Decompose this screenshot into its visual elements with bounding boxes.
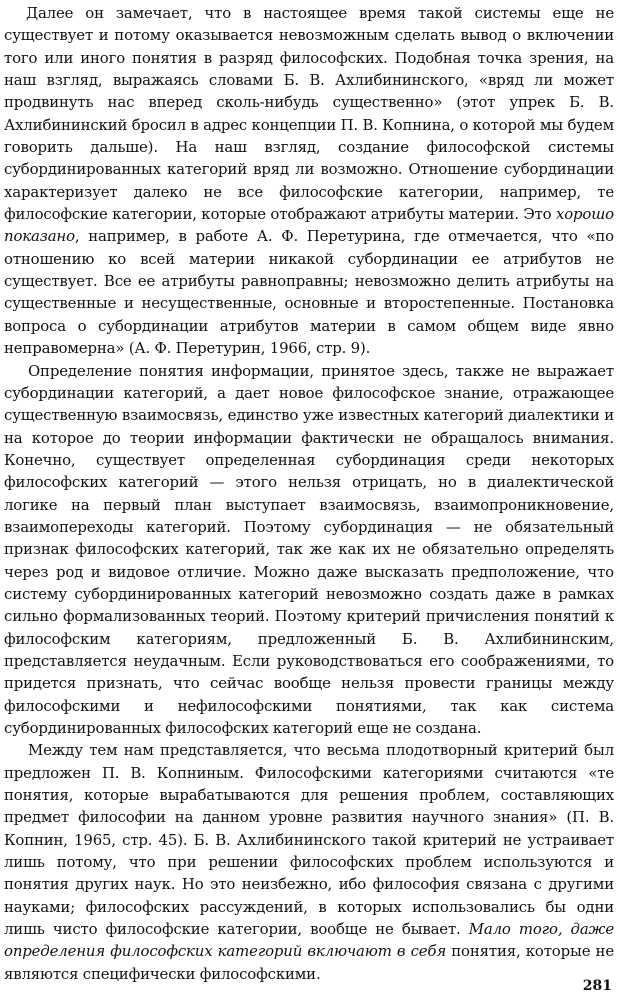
paragraph-3 <box>4 739 614 985</box>
paragraph-2-text: Определение понятия информации, принятое здесь, также не выражает субординации категорий, а дает новое философское знание, отражающее существенную взаимосвязь, единство уже известных категорий диалектики и на которое до теории информации фактически не обращалось внимания. Конечно, существует определенная субординация среди некоторых философских категорий — этого нельзя отрицать, но в диалектической логике на первый план выступает взаимосвязь, взаимопроникновение, взаимопереходы категорий. Поэтому субординация — не обязательный признак философских категорий, так же как их не обязательно определять через род и видовое отличие. Можно даже высказать предположение, что систему субординированных категорий невозможно создать даже в рамках сильно формализованных теорий. Поэтому критерий причисления понятий к философским категориям, предложенный Б. В. Ахлибининским, представляется неудачным. Если руководствоваться его соображениями, то придется признать, что сейчас вообще нельзя провести границы между философскими и нефилософскими понятиями, так как система субординированных философских категорий еще не создана. <box>4 361 614 737</box>
page-number: 281 <box>582 978 612 994</box>
paragraph-2 <box>4 360 614 740</box>
paragraph-1-italic-phrase: хорошо показано <box>4 205 614 246</box>
paragraph-3-text-a: Между тем нам представляется, что весьма плодотворный критерий был предложен П. В. Копниным. Философскими категориями считаются «те понятия, которые вырабатываются для решения проблем, составляющих предмет философии на данном уровне развития научного знания» (П. В. Копнин, 1965, стр. 45). Б. В. Ахлибининского такой критерий не устраивает лишь потому, что при решении философских проблем используются и понятия других наук. Но это неизбежно, ибо философия связана с другими науками; философских рассуждений, в которых использовались бы одни лишь чисто философские категории, вообще не бывает. <box>4 741 614 939</box>
paragraph-1-text-a: Далее он замечает, что в настоящее время такой системы еще не существует и потому оказывается невозможным сделать вывод о включении того или иного понятия в разряд философских. Подобная точка зрения, на наш взгляд, выражаясь словами Б. В. Ахлибининского, «вряд ли может продвинуть нас вперед сколь-нибудь существенно» (этот упрек Б. В. Ахлибининский бросил в адрес концепции П. В. Копнина, о которой мы будем говорить дальше). На наш взгляд, создание философской системы субординированных категорий вряд ли возможно. Отношение субординации характеризует далеко не все философские категории, например, те философские категории, которые отображают атрибуты материи. Это <box>4 4 614 224</box>
paragraph-1-text-b: , например, в работе А. Ф. Перетурина, где отмечается, что «по отношению ко всей материи никакой субординации ее атрибутов не существует. Все ее атрибуты равноправны; невозможно делить атрибуты на существенные и несущественные, основные и второстепенные. Постановка вопроса о субординации атрибутов материи в самом общем виде явно неправомерна» (А. Ф. Перетурин, 1966, стр. 9). <box>4 227 614 358</box>
paragraph-3-text-b: понятия, которые не являются специфически философскими. <box>4 942 614 983</box>
paragraph-3-italic-phrase: Мало того, даже определения философских категорий включают в себя <box>4 920 614 961</box>
paragraph-1 <box>4 2 614 360</box>
